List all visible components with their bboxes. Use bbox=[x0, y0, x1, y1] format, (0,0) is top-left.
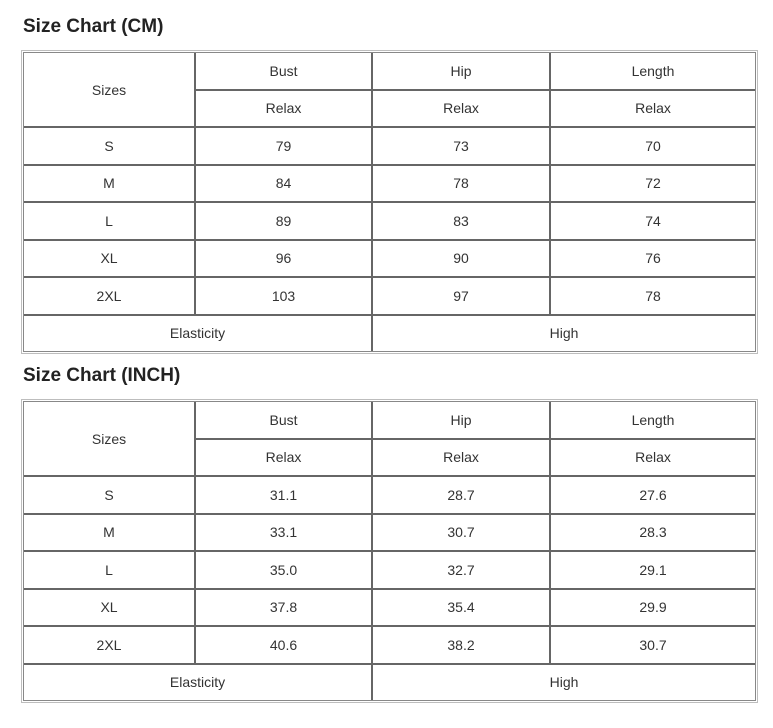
elasticity-label: Elasticity bbox=[24, 316, 373, 352]
hip-cell: 97 bbox=[373, 278, 551, 316]
header-row bbox=[24, 402, 755, 440]
length-subheader: Relax bbox=[551, 440, 755, 478]
length-cell: 78 bbox=[551, 278, 755, 316]
bust-cell: 79 bbox=[196, 128, 373, 166]
size-cell: M bbox=[24, 515, 196, 553]
hip-cell: 78 bbox=[373, 166, 551, 204]
size-cell: XL bbox=[24, 590, 196, 628]
elasticity-value: High bbox=[549, 674, 579, 691]
size-cell: S bbox=[24, 477, 196, 515]
length-cell: 74 bbox=[551, 203, 755, 241]
bust-cell: 89 bbox=[196, 203, 373, 241]
bust-header: Bust bbox=[196, 53, 373, 91]
hip-cell: 35.4 bbox=[373, 590, 551, 628]
length-cell: 70 bbox=[551, 128, 755, 166]
size-cell: 2XL bbox=[24, 627, 196, 665]
table-row bbox=[24, 166, 755, 204]
size-cell: XL bbox=[24, 241, 196, 279]
size-cell: M bbox=[24, 166, 196, 204]
size-cell: 2XL bbox=[24, 278, 196, 316]
sizes-header: Sizes bbox=[24, 53, 196, 128]
table-row bbox=[24, 552, 755, 590]
hip-cell: 32.7 bbox=[373, 552, 551, 590]
bust-subheader: Relax bbox=[196, 91, 373, 129]
bust-cell: 35.0 bbox=[196, 552, 373, 590]
size-chart-cm-title: Size Chart (CM) bbox=[23, 16, 164, 37]
hip-header: Hip bbox=[373, 53, 551, 91]
size-chart-cm-table bbox=[23, 52, 756, 352]
sizes-header: Sizes bbox=[24, 402, 196, 477]
elasticity-value: High bbox=[549, 325, 579, 342]
hip-cell: 30.7 bbox=[373, 515, 551, 553]
size-chart-inch-title: Size Chart (INCH) bbox=[23, 365, 181, 386]
hip-cell: 28.7 bbox=[373, 477, 551, 515]
table-row bbox=[24, 515, 755, 553]
table-row bbox=[24, 627, 755, 665]
length-cell: 76 bbox=[551, 241, 755, 279]
size-cell: L bbox=[24, 552, 196, 590]
table-row bbox=[24, 278, 755, 316]
table-row bbox=[24, 590, 755, 628]
hip-subheader: Relax bbox=[373, 91, 551, 129]
bust-cell: 37.8 bbox=[196, 590, 373, 628]
length-header: Length bbox=[551, 53, 755, 91]
length-cell: 30.7 bbox=[551, 627, 755, 665]
size-cell: L bbox=[24, 203, 196, 241]
size-cell: S bbox=[24, 128, 196, 166]
elasticity-row bbox=[24, 316, 755, 352]
length-header: Length bbox=[551, 402, 755, 440]
bust-cell: 96 bbox=[196, 241, 373, 279]
hip-cell: 90 bbox=[373, 241, 551, 279]
length-cell: 29.9 bbox=[551, 590, 755, 628]
bust-cell: 84 bbox=[196, 166, 373, 204]
elasticity-row bbox=[24, 665, 755, 701]
length-cell: 27.6 bbox=[551, 477, 755, 515]
bust-cell: 31.1 bbox=[196, 477, 373, 515]
size-chart-inch-table bbox=[23, 401, 756, 701]
hip-cell: 83 bbox=[373, 203, 551, 241]
hip-header: Hip bbox=[373, 402, 551, 440]
elasticity-label: Elasticity bbox=[24, 665, 373, 701]
table-row bbox=[24, 128, 755, 166]
table-row bbox=[24, 241, 755, 279]
hip-cell: 38.2 bbox=[373, 627, 551, 665]
table-row bbox=[24, 477, 755, 515]
bust-cell: 33.1 bbox=[196, 515, 373, 553]
table-row bbox=[24, 203, 755, 241]
hip-cell: 73 bbox=[373, 128, 551, 166]
length-cell: 72 bbox=[551, 166, 755, 204]
bust-header: Bust bbox=[196, 402, 373, 440]
length-subheader: Relax bbox=[551, 91, 755, 129]
header-row bbox=[24, 53, 755, 91]
length-cell: 29.1 bbox=[551, 552, 755, 590]
bust-subheader: Relax bbox=[196, 440, 373, 478]
bust-cell: 40.6 bbox=[196, 627, 373, 665]
bust-cell: 103 bbox=[196, 278, 373, 316]
hip-subheader: Relax bbox=[373, 440, 551, 478]
length-cell: 28.3 bbox=[551, 515, 755, 553]
